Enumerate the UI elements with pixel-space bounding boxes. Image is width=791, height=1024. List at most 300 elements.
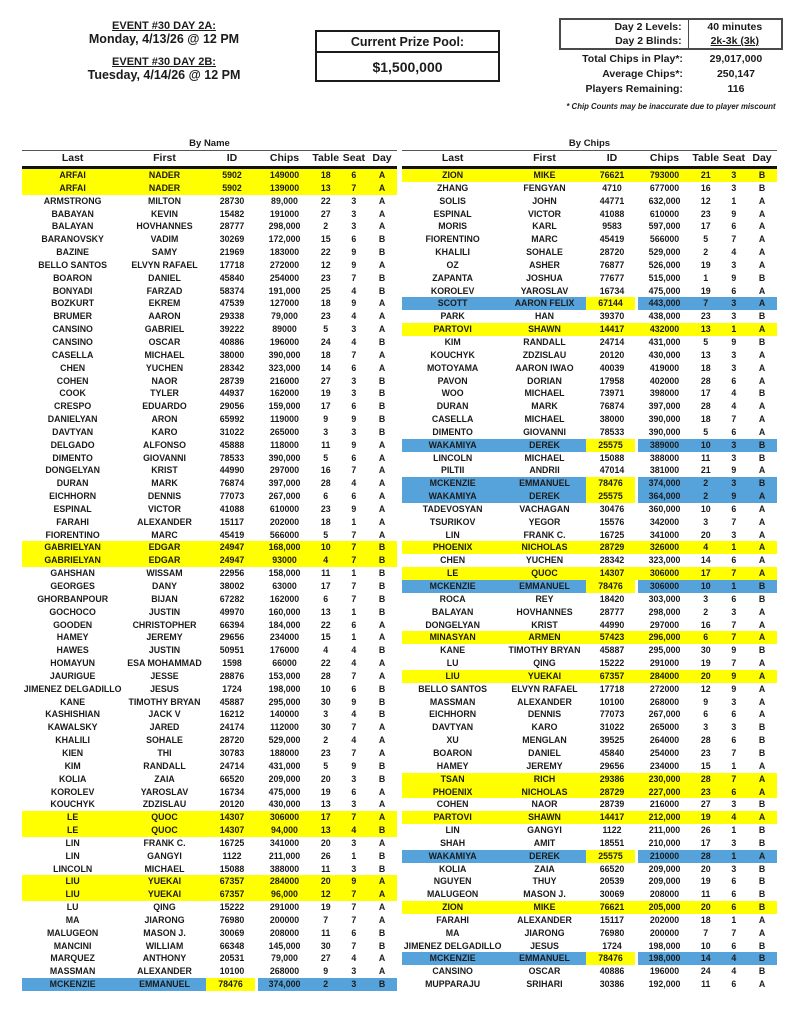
cell-id: 14417	[586, 811, 639, 824]
cell-chips: 184,000	[268, 619, 301, 630]
cell-table: 5	[323, 452, 329, 463]
cell-table: 2	[703, 247, 709, 258]
by-chips-rows	[402, 169, 777, 991]
cell-table: 30	[320, 696, 331, 707]
table-row	[402, 850, 777, 863]
table-row	[402, 888, 777, 901]
cell-seat: 1	[731, 914, 737, 925]
cell-id: 20539	[599, 876, 625, 887]
cell-day: A	[367, 169, 397, 182]
cell-first: QUOC	[123, 811, 206, 824]
cell-first: MASON J.	[523, 889, 566, 900]
cell-chips: 341000	[269, 837, 300, 848]
cell-first: ALEXANDER	[137, 966, 192, 977]
table-row	[22, 387, 397, 400]
cell-last: KIM	[444, 336, 461, 347]
table-row	[402, 708, 777, 721]
cell-last: LIU	[22, 875, 123, 888]
cell-first: JOSHUA	[526, 272, 563, 283]
cell-id: 76874	[219, 478, 245, 489]
cell-day: A	[758, 375, 766, 386]
cell-day: A	[378, 208, 386, 219]
prize-pool-value: $1,500,000	[372, 59, 443, 75]
cell-seat: 6	[351, 619, 357, 630]
cell-id: 1122	[222, 850, 242, 861]
cell-table: 20	[691, 670, 721, 683]
cell-first: YAROSLAV	[140, 786, 189, 797]
cell-chips: 188000	[269, 747, 300, 758]
cell-last: MANCINI	[53, 940, 92, 951]
cell-table: 23	[320, 311, 331, 322]
cell-first: ARMEN	[503, 631, 586, 644]
cell-id: 28720	[599, 247, 625, 258]
cell-last: ESPINAL	[433, 208, 472, 219]
cell-chips: 475,000	[268, 786, 301, 797]
cell-chips: 284000	[638, 670, 691, 683]
table-row	[22, 439, 397, 452]
cell-chips: 66000	[272, 658, 297, 669]
cell-last: FIORENTINO	[45, 529, 100, 540]
by-name-table	[22, 137, 397, 991]
cell-seat: 3	[351, 375, 357, 386]
event-day2a-title: EVENT #30 DAY 2A:	[112, 20, 216, 32]
cell-first: JACK V	[148, 709, 181, 720]
cell-last: ROCA	[439, 593, 466, 604]
cell-seat: 1	[721, 580, 747, 593]
cell-last: ZION	[402, 901, 503, 914]
cell-last: DIMENTO	[432, 426, 473, 437]
cell-day: B	[758, 735, 766, 746]
cell-chips: 295,000	[648, 645, 681, 656]
cell-id: 16725	[219, 837, 245, 848]
cell-id: 24714	[219, 760, 245, 771]
cell-seat: 9	[351, 696, 357, 707]
cell-chips: 202000	[649, 914, 680, 925]
cell-day: A	[758, 221, 766, 232]
cell-seat: 3	[731, 311, 737, 322]
cell-last: CRESPO	[54, 401, 92, 412]
cell-id: 1598	[222, 658, 242, 669]
cell-last: CANSINO	[52, 324, 93, 335]
cell-chips: 296,000	[638, 631, 691, 644]
cell-seat: 7	[351, 272, 357, 283]
table-header-row	[22, 150, 397, 169]
cell-table: 5	[703, 426, 709, 437]
cell-last: MA	[65, 914, 80, 925]
cell-seat: 6	[351, 234, 357, 245]
cell-table: 17	[320, 581, 331, 591]
cell-seat: 3	[351, 324, 357, 335]
cell-last: MCKENZIE	[22, 978, 123, 991]
cell-table: 28	[691, 850, 721, 863]
cell-day: A	[747, 773, 777, 786]
cell-id: 47539	[219, 298, 245, 309]
table-row	[402, 554, 777, 567]
cell-last: NGUYEN	[433, 876, 472, 887]
table-row	[22, 413, 397, 426]
cell-chips: 610000	[269, 503, 300, 514]
cell-chips: 295,000	[268, 696, 301, 707]
cell-table: 7	[703, 927, 709, 938]
cell-chips: 323,000	[268, 362, 301, 373]
cell-id: 16734	[219, 786, 245, 797]
cell-day: A	[758, 401, 766, 412]
cell-seat: 3	[731, 837, 737, 848]
cell-first: BIJAN	[151, 593, 178, 604]
cell-id: 21969	[219, 247, 245, 258]
cell-seat: 3	[731, 259, 737, 270]
cell-last: ZION	[402, 169, 503, 182]
cell-table: 3	[323, 709, 329, 720]
cell-last: DANIELYAN	[47, 414, 98, 425]
cell-chips: 94,000	[258, 824, 311, 837]
cell-seat: 7	[351, 722, 357, 733]
cell-seat: 1	[721, 323, 747, 336]
cell-seat: 6	[341, 169, 367, 182]
table-row	[402, 798, 777, 811]
cell-seat: 3	[731, 722, 737, 733]
cell-last: KOROLEV	[430, 285, 475, 296]
cell-day: A	[378, 349, 386, 360]
cell-last: ESPINAL	[53, 503, 92, 514]
cell-day: B	[367, 554, 397, 567]
cell-last: OZ	[446, 259, 459, 270]
cell-table: 13	[700, 349, 711, 360]
cell-first: DORIAN	[527, 375, 562, 386]
cell-chips: 202000	[269, 516, 300, 527]
cell-last: GABRIELYAN	[22, 541, 123, 554]
cell-id: 30069	[599, 889, 625, 900]
cell-first: MARK	[531, 401, 558, 412]
cell-last: JIMENEZ DELGADILLO	[23, 683, 122, 694]
cell-chips: 208000	[269, 927, 300, 938]
cell-first: THUY	[532, 876, 557, 887]
cell-table: 13	[311, 182, 341, 195]
cell-seat: 7	[731, 414, 737, 425]
table-title: By Name	[189, 138, 230, 149]
day2-levels-value: 40 minutes	[707, 21, 763, 33]
cell-first: AARON IWAO	[515, 362, 574, 373]
table-row	[402, 400, 777, 413]
cell-last: PHOENIX	[402, 786, 503, 799]
cell-id: 66394	[219, 619, 245, 630]
cell-chips: 210000	[638, 850, 691, 863]
cell-chips: 306000	[258, 811, 311, 824]
cell-seat: 4	[731, 401, 737, 412]
cell-table: 6	[323, 593, 329, 604]
cell-id: 67144	[586, 297, 639, 310]
cell-chips: 230,000	[638, 773, 691, 786]
cell-table: 11	[321, 927, 331, 938]
table-row	[402, 503, 777, 516]
table-row	[402, 952, 777, 965]
cell-id: 14307	[586, 567, 639, 580]
cell-first: YUEKAI	[123, 888, 206, 901]
cell-chips: 145,000	[268, 940, 301, 951]
cell-day: B	[378, 683, 386, 694]
cell-first: TIMOTHY BRYAN	[128, 696, 201, 707]
table-row	[402, 246, 777, 259]
cell-table: 25	[320, 285, 331, 296]
cell-chips: 209,000	[268, 773, 301, 784]
cell-last: DONGELYAN	[425, 619, 480, 630]
table-row	[402, 914, 777, 927]
table-row	[402, 696, 777, 709]
cell-table: 17	[320, 401, 331, 412]
cell-first: JIARONG	[144, 914, 185, 925]
cell-seat: 4	[351, 478, 357, 489]
cell-chips: 211,000	[268, 850, 301, 861]
cell-seat: 3	[731, 182, 737, 193]
cell-last: LINCOLN	[433, 452, 473, 463]
cell-seat: 1	[351, 516, 357, 527]
table-row	[402, 439, 777, 452]
cell-day: B	[378, 401, 386, 412]
cell-last: TADEVOSYAN	[422, 503, 483, 514]
cell-seat: 4	[341, 824, 367, 837]
cell-last: HAMEY	[56, 632, 89, 643]
cell-seat: 7	[721, 631, 747, 644]
event-day2a-time: Monday, 4/13/26 @ 12 PM	[88, 32, 240, 46]
table-row	[22, 721, 397, 734]
cell-id: 25575	[586, 490, 639, 503]
cell-chips: 597,000	[648, 221, 681, 232]
cell-chips: 127000	[269, 298, 300, 309]
cell-last: GABRIELYAN	[22, 554, 123, 567]
cell-first: RANDALL	[523, 336, 566, 347]
cell-last: MOTOYAMA	[426, 362, 479, 373]
cell-chips: 526,000	[648, 259, 681, 270]
cell-table: 2	[703, 606, 709, 617]
event-day2b-title: EVENT #30 DAY 2B:	[112, 56, 216, 68]
cell-first: JARED	[149, 722, 180, 733]
cell-seat: 7	[351, 940, 357, 951]
cell-seat: 4	[731, 247, 737, 258]
cell-chips: 323,000	[648, 555, 681, 566]
cell-id: 29656	[599, 760, 625, 771]
cell-day: B	[758, 722, 766, 733]
cell-id: 29056	[219, 401, 245, 412]
cell-day: B	[758, 940, 766, 951]
cell-id: 45419	[219, 529, 245, 540]
cell-table: 5	[703, 234, 709, 245]
table-row	[402, 863, 777, 876]
cell-chips: 209,000	[648, 863, 681, 874]
cell-table: 30	[320, 940, 331, 951]
cell-last: DURAN	[436, 401, 469, 412]
cell-seat: 3	[351, 837, 357, 848]
cell-id: 45840	[219, 272, 245, 283]
cell-first: DEREK	[503, 850, 586, 863]
cell-table: 5	[323, 324, 329, 335]
cell-seat: 3	[351, 221, 357, 232]
table-row	[402, 220, 777, 233]
cell-seat: 3	[731, 362, 737, 373]
cell-chips: 438,000	[648, 311, 681, 322]
cell-first: MIKE	[503, 169, 586, 182]
cell-table: 28	[700, 735, 711, 746]
cell-seat: 4	[351, 645, 357, 656]
cell-last: LE	[402, 567, 503, 580]
cell-chips: 390,000	[268, 349, 301, 360]
cell-chips: 398000	[649, 388, 680, 399]
cell-seat: 9	[341, 875, 367, 888]
cell-table: 19	[320, 388, 331, 399]
cell-first: GABRIEL	[144, 324, 185, 335]
cell-day: A	[378, 298, 386, 309]
cell-id: 28739	[219, 375, 245, 386]
table-row	[402, 580, 777, 593]
cell-chips: 176000	[269, 645, 300, 656]
cell-day: A	[378, 953, 386, 964]
cell-table: 10	[691, 439, 721, 452]
cell-day: B	[378, 247, 386, 258]
cell-last: TSAN	[402, 773, 503, 786]
cell-id: 76621	[586, 901, 639, 914]
table-row	[22, 644, 397, 657]
cell-seat: 9	[721, 490, 747, 503]
cell-first: MARK	[151, 478, 178, 489]
cell-day: A	[758, 658, 766, 669]
cell-first: AARON	[148, 311, 181, 322]
cell-day: B	[378, 388, 386, 399]
table-row	[402, 940, 777, 953]
cell-chips: 298,000	[268, 221, 301, 232]
cell-seat: 1	[731, 825, 737, 836]
chip-count-disclaimer: * Chip Counts may be inaccurate due to player miscount	[566, 102, 776, 111]
cell-day: A	[747, 490, 777, 503]
cell-table: 17	[700, 221, 711, 232]
cell-table: 18	[700, 414, 711, 425]
cell-day: A	[378, 722, 386, 733]
cell-chips: 374,000	[638, 477, 691, 490]
cell-table: 2	[323, 735, 329, 746]
cell-first: ANTHONY	[142, 953, 187, 964]
cell-last: WAKAMIYA	[402, 850, 503, 863]
tournament-stats	[559, 53, 783, 95]
cell-chips: 209,000	[648, 876, 681, 887]
table-row	[402, 208, 777, 221]
table-row	[402, 747, 777, 760]
cell-chips: 632,000	[648, 195, 681, 206]
cell-table: 13	[320, 799, 331, 810]
cell-seat: 7	[351, 529, 357, 540]
table-row	[22, 619, 397, 632]
cell-id: 45419	[599, 234, 625, 245]
cell-seat: 3	[351, 208, 357, 219]
table-row	[22, 182, 397, 195]
cell-last: JIMENEZ DELGADILLO	[403, 940, 502, 951]
cell-last: MALUGEON	[426, 889, 479, 900]
table-row	[22, 798, 397, 811]
cell-table: 20	[320, 773, 331, 784]
cell-id: 76980	[219, 914, 245, 925]
cell-table: 13	[691, 323, 721, 336]
table-row	[402, 259, 777, 272]
table-row	[22, 734, 397, 747]
cell-table: 24	[700, 966, 711, 977]
cell-table: 23	[320, 747, 331, 758]
cell-day: B	[378, 414, 386, 425]
cell-last: BAZINE	[56, 247, 89, 258]
cell-id: 57423	[586, 631, 639, 644]
cell-table: 11	[321, 439, 331, 450]
cell-last: COHEN	[436, 799, 469, 810]
cell-day: A	[758, 465, 766, 476]
cell-chips: 431,000	[648, 336, 681, 347]
cell-id: 17718	[599, 683, 625, 694]
cell-id: 5902	[206, 182, 259, 195]
cell-day: B	[747, 439, 777, 452]
cell-first: AARON FELIX	[503, 297, 586, 310]
cell-last: LE	[22, 811, 123, 824]
table-row	[22, 529, 397, 542]
table-row	[22, 452, 397, 465]
cell-last: LU	[66, 902, 79, 913]
cell-day: A	[758, 414, 766, 425]
cell-seat: 6	[731, 876, 737, 887]
cell-day: B	[378, 645, 386, 656]
cell-last: LU	[446, 658, 459, 669]
cell-table: 17	[691, 567, 721, 580]
cell-first: OSCAR	[148, 336, 181, 347]
cell-id: 66348	[219, 940, 245, 951]
cell-chips: 265000	[269, 426, 300, 437]
cell-first: TIMOTHY BRYAN	[508, 645, 581, 656]
table-row	[22, 914, 397, 927]
cell-day: A	[758, 683, 766, 694]
cell-last: WAKAMIYA	[402, 439, 503, 452]
cell-table: 3	[703, 722, 709, 733]
cell-last: BELLO SANTOS	[38, 259, 107, 270]
cell-day: B	[758, 272, 766, 283]
cell-seat: 3	[351, 863, 357, 874]
cell-day: A	[367, 875, 397, 888]
cell-day: B	[367, 978, 397, 991]
cell-day: A	[378, 221, 386, 232]
cell-id: 1122	[602, 825, 622, 836]
cell-table: 16	[700, 182, 711, 193]
cell-first: EMMANUEL	[503, 580, 586, 593]
cell-id: 65992	[219, 414, 245, 425]
cell-seat: 7	[341, 541, 367, 554]
cell-id: 10100	[219, 966, 245, 977]
cell-table: 24	[320, 336, 331, 347]
cell-id: 44937	[219, 388, 245, 399]
cell-first: HAN	[534, 311, 555, 322]
cell-id: 14417	[586, 323, 639, 336]
cell-last: KASHISHIAN	[45, 709, 100, 720]
cell-first: SAMY	[151, 247, 178, 258]
cell-seat: 6	[731, 735, 737, 746]
cell-first: CHRISTOPHER	[132, 619, 197, 630]
cell-seat: 3	[721, 297, 747, 310]
cell-last: KANE	[440, 645, 466, 656]
cell-seat: 7	[731, 927, 737, 938]
cell-first: ZDZISLAU	[142, 799, 187, 810]
cell-day: A	[378, 619, 386, 630]
cell-last: ARMSTRONG	[43, 195, 102, 206]
cell-day: A	[378, 259, 386, 270]
cell-seat: 6	[351, 362, 357, 373]
cell-last: BOARON	[53, 272, 93, 283]
table-row	[22, 220, 397, 233]
cell-table: 3	[703, 593, 709, 604]
table-row	[22, 233, 397, 246]
table-row	[402, 272, 777, 285]
cell-table: 20	[700, 529, 711, 540]
cell-day: A	[758, 619, 766, 630]
